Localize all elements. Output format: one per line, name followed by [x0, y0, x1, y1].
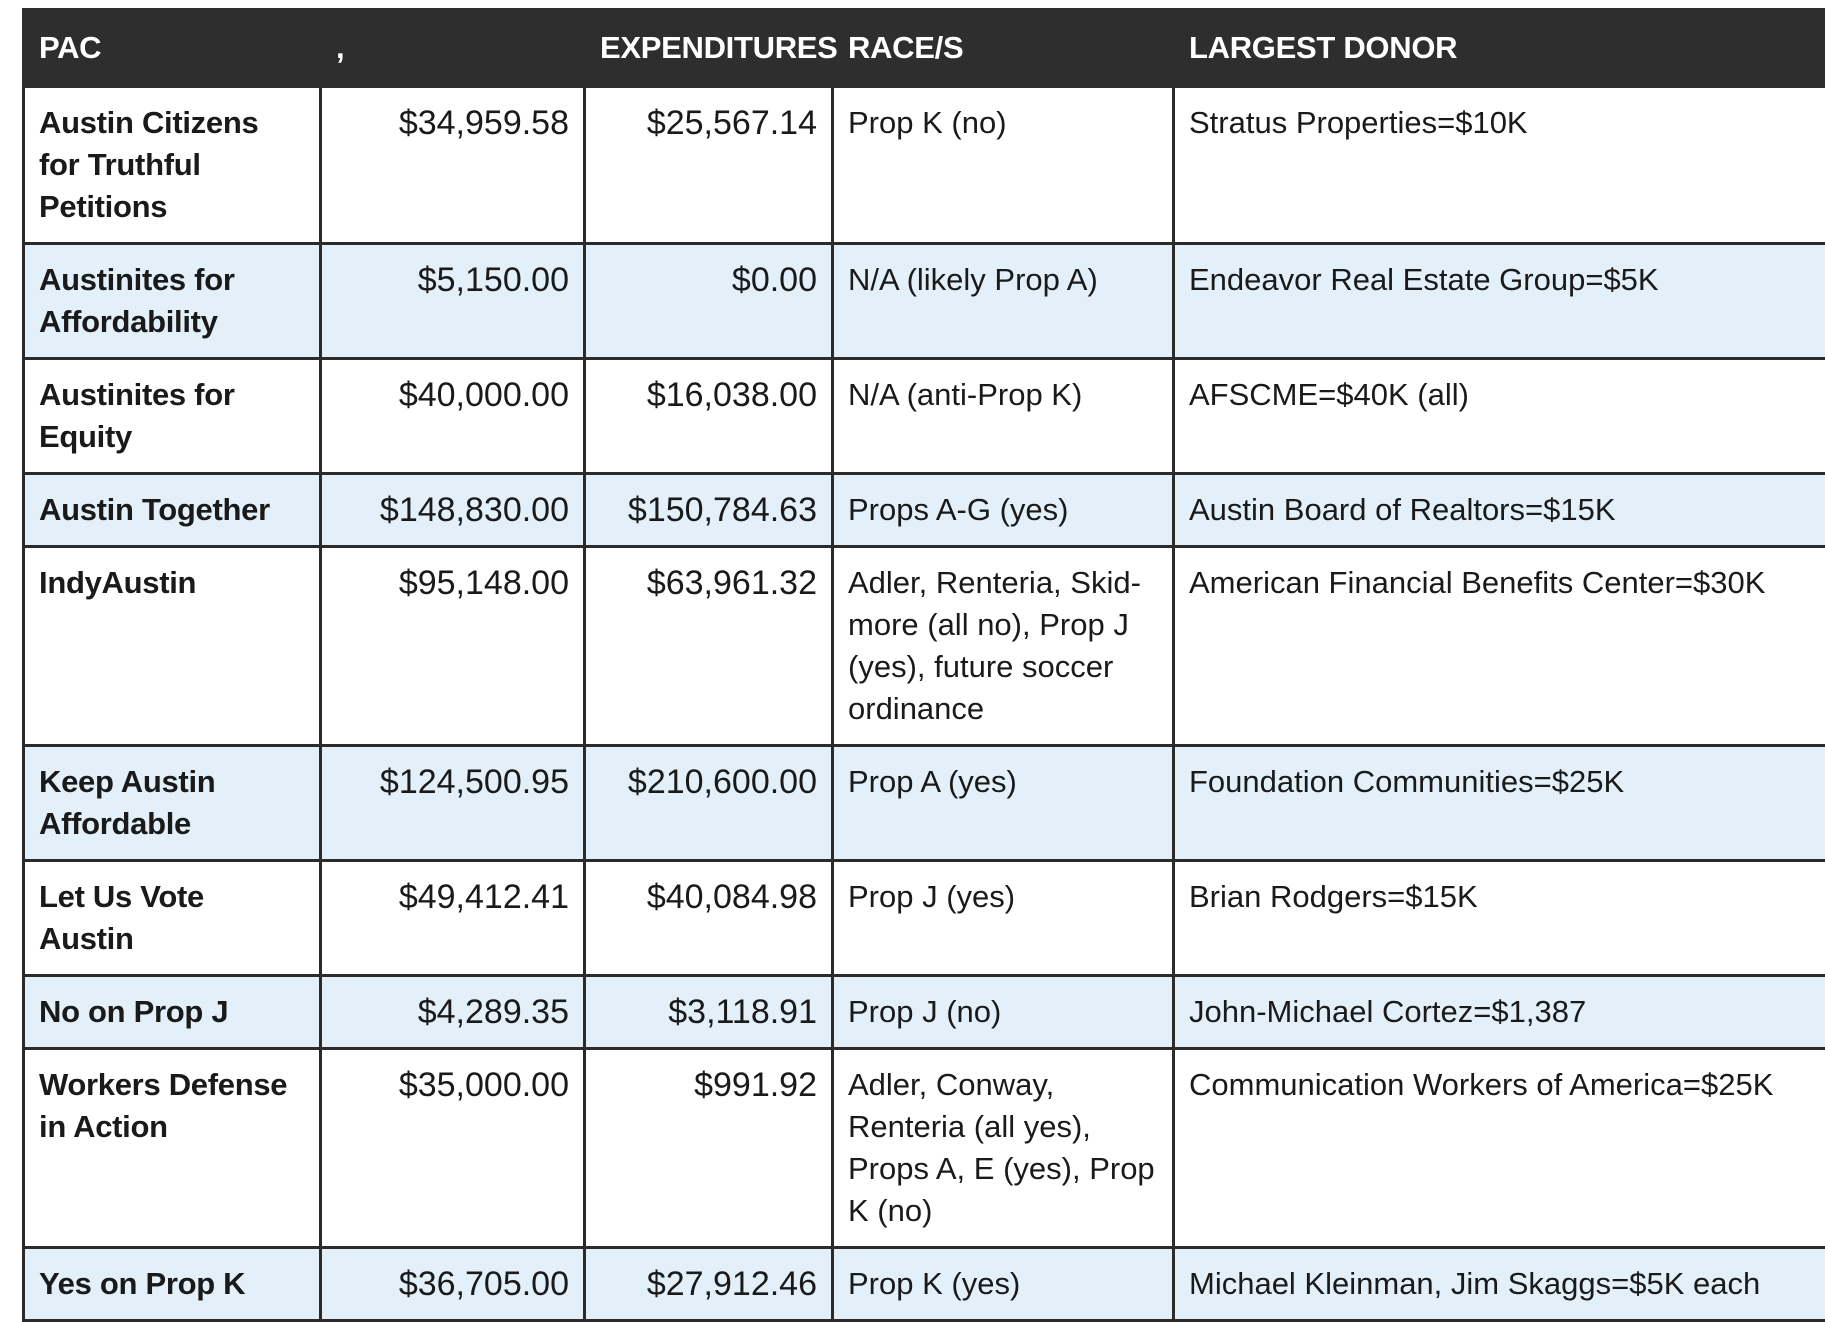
- header-races: RACE/S: [833, 10, 1174, 87]
- pac-name: Keep Austin Affordable: [24, 746, 321, 861]
- pac-table-container: [22, 8, 1825, 1322]
- raised-value: $36,705.00: [321, 1248, 585, 1321]
- pac-name: No on Prop J: [24, 976, 321, 1049]
- table-row: [24, 976, 1825, 1049]
- donor-value: Stratus Properties=$10K: [1174, 87, 1825, 244]
- table-row: [24, 474, 1825, 547]
- races-value: N/A (likely Prop A): [833, 244, 1174, 359]
- raised-value: $49,412.41: [321, 861, 585, 976]
- pac-name: Austinites for Affordability: [24, 244, 321, 359]
- table-row: [24, 746, 1825, 861]
- pac-finance-table: [22, 8, 1825, 1322]
- donor-value: Michael Kleinman, Jim Skaggs=$5K each: [1174, 1248, 1825, 1321]
- donor-value: Austin Board of Realtors=$15K: [1174, 474, 1825, 547]
- races-value: N/A (anti-Prop K): [833, 359, 1174, 474]
- donor-value: AFSCME=$40K (all): [1174, 359, 1825, 474]
- races-value: Adler, Renteria, Skid-more (all no), Prop J (yes), future soccer ordinance: [833, 547, 1174, 746]
- table-row: [24, 1049, 1825, 1248]
- table-row: [24, 861, 1825, 976]
- donor-value: Communication Workers of America=$25K: [1174, 1049, 1825, 1248]
- donor-value: Endeavor Real Estate Group=$5K: [1174, 244, 1825, 359]
- table-row: [24, 244, 1825, 359]
- expenditures-value: $210,600.00: [585, 746, 833, 861]
- pac-name: Austinites for Equity: [24, 359, 321, 474]
- pac-name: Let Us Vote Austin: [24, 861, 321, 976]
- table-row: [24, 87, 1825, 244]
- table-row: [24, 359, 1825, 474]
- expenditures-value: $150,784.63: [585, 474, 833, 547]
- raised-value: $95,148.00: [321, 547, 585, 746]
- donor-value: American Financial Benefits Center=$30K: [1174, 547, 1825, 746]
- expenditures-value: $25,567.14: [585, 87, 833, 244]
- raised-value: $5,150.00: [321, 244, 585, 359]
- expenditures-value: $3,118.91: [585, 976, 833, 1049]
- expenditures-value: $0.00: [585, 244, 833, 359]
- donor-value: Foundation Communities=$25K: [1174, 746, 1825, 861]
- donor-value: Brian Rodgers=$15K: [1174, 861, 1825, 976]
- pac-name: Yes on Prop K: [24, 1248, 321, 1321]
- expenditures-value: $63,961.32: [585, 547, 833, 746]
- races-value: Adler, Conway, Renteria (all yes), Props A, E (yes), Prop K (no): [833, 1049, 1174, 1248]
- races-value: Prop J (yes): [833, 861, 1174, 976]
- donor-value: John-Michael Cortez=$1,387: [1174, 976, 1825, 1049]
- raised-value: $4,289.35: [321, 976, 585, 1049]
- raised-value: $34,959.58: [321, 87, 585, 244]
- raised-value: $124,500.95: [321, 746, 585, 861]
- header-raised: ,: [321, 10, 585, 87]
- raised-value: $148,830.00: [321, 474, 585, 547]
- expenditures-value: $27,912.46: [585, 1248, 833, 1321]
- races-value: Props A-G (yes): [833, 474, 1174, 547]
- table-row: [24, 1248, 1825, 1321]
- races-value: Prop K (no): [833, 87, 1174, 244]
- races-value: Prop K (yes): [833, 1248, 1174, 1321]
- expenditures-value: $991.92: [585, 1049, 833, 1248]
- header-expenditures: EXPENDITURES: [585, 10, 833, 87]
- expenditures-value: $16,038.00: [585, 359, 833, 474]
- pac-name: Austin Citizens for Truthful Petitions: [24, 87, 321, 244]
- expenditures-value: $40,084.98: [585, 861, 833, 976]
- races-value: Prop J (no): [833, 976, 1174, 1049]
- raised-value: $35,000.00: [321, 1049, 585, 1248]
- raised-value: $40,000.00: [321, 359, 585, 474]
- header-pac: PAC: [24, 10, 321, 87]
- pac-name: Workers Defense in Action: [24, 1049, 321, 1248]
- table-row: [24, 547, 1825, 746]
- races-value: Prop A (yes): [833, 746, 1174, 861]
- pac-name: IndyAustin: [24, 547, 321, 746]
- table-header-row: [24, 10, 1825, 87]
- pac-name: Austin Together: [24, 474, 321, 547]
- header-largest-donor: LARGEST DONOR: [1174, 10, 1825, 87]
